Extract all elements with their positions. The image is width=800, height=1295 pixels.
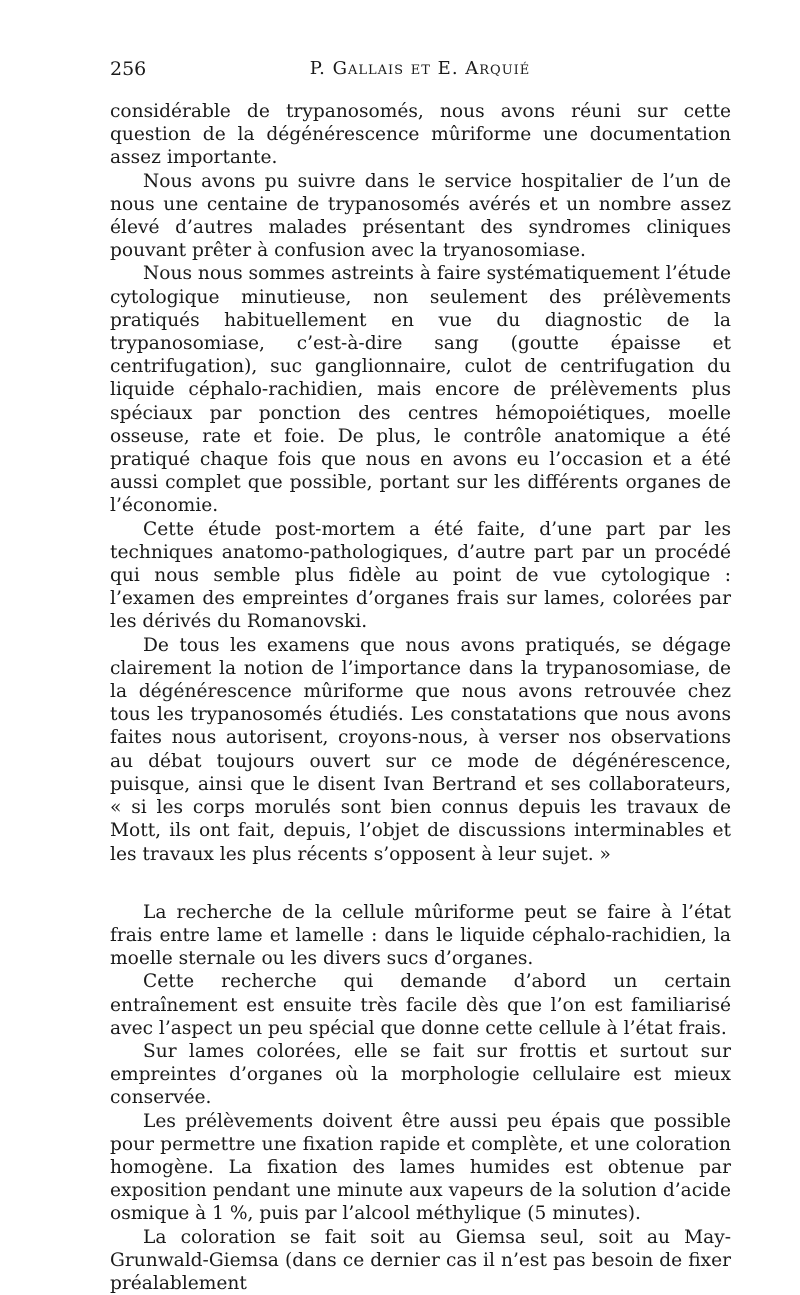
paragraph: Cette étude post-mortem a été faite, d’une part par les techniques anatomo-pathologiques, d’autre part par un procédé qui nous semble plus fidèle au point de vue cytologique : l’examen des empreintes d’organes frais sur lames, colorées par les dérivés du Romanovski. [110,518,731,633]
paragraph: considérable de trypanosomés, nous avons réuni sur cette question de la dégénérescence mûriforme une documentation assez importante. [110,101,731,169]
paragraph: Nous avons pu suivre dans le service hospitalier de l’un de nous une centaine de trypanosomés avérés et un nombre assez élevé d’autres malades présentant des syndromes cliniques pouvant prêter à confusion avec la tryanosomiase. [110,170,731,262]
page-header [110,58,730,88]
paragraph: Cette recherche qui demande d’abord un certain entraînement est ensuite très facile dès que l’on est familiarisé avec l’aspect un peu spécial que donne cette cellule à l’état frais. [110,971,731,1039]
paragraph: La recherche de la cellule mûriforme peut se faire à l’état frais entre lame et lamelle : dans le liquide céphalo-rachidien, la moelle sternale ou les divers sucs d’organes. [110,901,731,970]
paragraph: La coloration se fait soit au Giemsa seul, soit au May-Grunwald-Giemsa (dans ce dernier cas il n’est pas besoin de fixer préalablement [110,1226,731,1294]
paragraph: De tous les examens que nous avons pratiqués, se dégage clairement la notion de l’importance dans la trypanosomiase, de la dégénérescence mûriforme que nous avons retrouvée chez tous les trypanosomés étudiés. Les constatations que nous avons faites nous autorisent, croyons-nous, à verser nos observations au débat toujours ouvert sur ce mode de dégénérescence, puisque, ainsi que le disent Ivan Bertrand et ses collaborateurs, « si les corps morulés sont bien connus depuis les travaux de Mott, ils ont fait, depuis, l’objet de discussions interminables et les travaux les plus récents s’opposent à leur sujet. » [110,634,731,865]
section-break [110,866,731,901]
paragraph: Sur lames colorées, elle se fait sur frottis et surtout sur empreintes d’organes où la morphologie cellulaire est mieux conservée. [110,1040,731,1109]
page-number: 256 [110,58,147,80]
running-head: P. Gallais et E. Arquié [309,58,531,79]
body-text [110,100,731,1295]
paragraph: Nous nous sommes astreints à faire systématiquement l’étude cytologique minutieuse, non seulement des prélèvements pratiqués habituellement en vue du diagnostic de la trypanosomiase, c’est-à-dire sang (goutte épaisse et centrifugation), suc ganglionnaire, culot de centrifugation du liquide céphalo-rachidien, mais encore de prélèvements plus spéciaux par ponction des centres hémopoiétiques, moelle osseuse, rate et foie. De plus, le contrôle anatomique a été pratiqué chaque fois que nous en avons eu l’occasion et a été aussi complet que possible, portant sur les différents organes de l’économie. [110,263,731,517]
paragraph: Les prélèvements doivent être aussi peu épais que possible pour permettre une fixation rapide et complète, et une coloration homogène. La fixation des lames humides est obtenue par exposition pendant une minute aux vapeurs de la solution d’acide osmique à 1 %, puis par l’alcool méthylique (5 minutes). [110,1110,731,1225]
